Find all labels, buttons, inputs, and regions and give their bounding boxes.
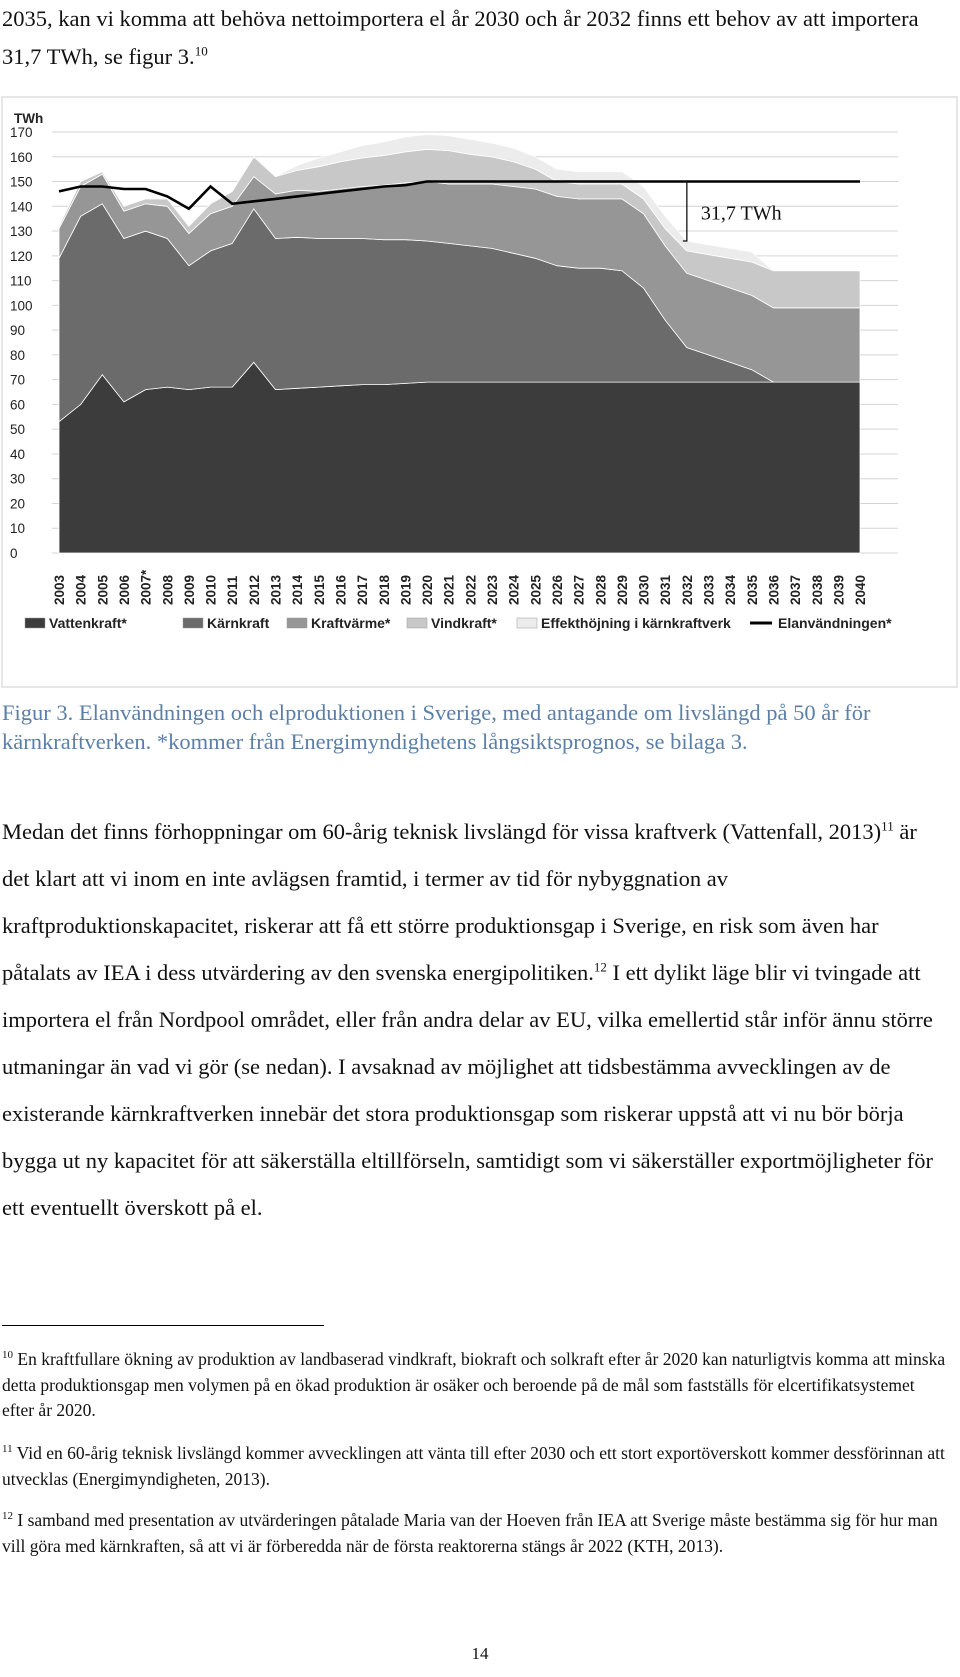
- legend-label: Elanvändningen*: [778, 615, 892, 631]
- legend-swatch: [517, 618, 537, 628]
- y-tick-label: 170: [10, 125, 33, 140]
- y-tick-label: 160: [10, 149, 33, 165]
- x-tick-label: 2007*: [138, 569, 154, 605]
- footnote-number: 12: [2, 1510, 13, 1523]
- intro-text: 2035, kan vi komma att behöva nettoimportera el år 2030 och år 2032 finns ett behov av att importera 31,7 TWh, se figur 3.: [2, 6, 919, 69]
- footnote-text: I samband med presentation av utvärderingen påtalade Maria van der Hoeven från IEA att Sverige måste bestämma sig för hur man vill göra med kärnkraften, så att vi är förberedda när de första reaktorerna stängs år 2022 (KTH, 2013).: [2, 1510, 938, 1556]
- y-tick-label: 50: [10, 422, 26, 438]
- x-tick-label: 2018: [376, 574, 392, 605]
- legend-label: Vindkraft*: [431, 615, 497, 631]
- legend-label: Vattenkraft*: [49, 615, 127, 631]
- x-tick-label: 2040: [853, 574, 869, 605]
- area-series: [59, 362, 860, 553]
- legend-label: Kraftvärme*: [311, 615, 391, 631]
- x-tick-label: 2011: [225, 575, 241, 605]
- x-tick-label: 2038: [809, 574, 825, 605]
- x-tick-label: 2034: [723, 574, 739, 605]
- x-tick-label: 2012: [246, 574, 262, 605]
- x-tick-label: 2015: [311, 574, 327, 605]
- y-tick-label: 30: [10, 471, 26, 487]
- x-tick-label: 2025: [528, 574, 544, 605]
- x-tick-label: 2004: [73, 574, 89, 605]
- y-tick-label: 100: [10, 298, 33, 314]
- energy-chart: [0, 95, 960, 690]
- intro-paragraph: [2, 0, 952, 76]
- body-part-1: Medan det finns förhoppningar om 60-årig teknisk livslängd för vissa kraftverk (Vattenfall, 2013): [2, 819, 882, 844]
- x-tick-label: 2005: [95, 574, 111, 605]
- figure-caption: Figur 3. Elanvändningen och elproduktionen i Sverige, med antagande om livslängd på 50 år för kärnkraftverken. *kommer från Energimyndighetens långsiktsprognos, se bilaga 3.: [2, 700, 871, 754]
- legend-label: Kärnkraft: [207, 615, 270, 631]
- x-tick-label: 2028: [593, 574, 609, 605]
- x-tick-label: 2039: [831, 574, 847, 605]
- y-tick-label: 140: [10, 199, 33, 215]
- y-axis-label: TWh: [14, 111, 44, 126]
- y-tick-label: 0: [10, 546, 18, 561]
- y-tick-label: 60: [10, 397, 26, 413]
- x-tick-label: 2023: [485, 574, 500, 605]
- annotation-label: 31,7 TWh: [700, 202, 782, 225]
- body-paragraph: [2, 808, 947, 1231]
- x-tick-label: 2032: [679, 574, 695, 605]
- footnote-divider: [2, 1325, 324, 1326]
- x-tick-label: 2014: [290, 574, 306, 605]
- body-part-2: är det klart att vi inom en inte avlägsen framtid, i termer av tid för nybyggnation av kraftproduktionskapacitet, riskerar att få ett större produktionsgap i Sverige, en risk som även har påtalats av IEA i dess utvärdering av den svenska energipolitiken.: [2, 819, 917, 985]
- x-tick-label: 2013: [268, 574, 284, 605]
- x-tick-label: 2016: [333, 574, 349, 605]
- y-tick-label: 130: [10, 224, 33, 240]
- x-tick-label: 2021: [441, 574, 457, 605]
- y-tick-label: 40: [10, 446, 26, 462]
- x-tick-label: 2026: [549, 574, 565, 605]
- x-tick-label: 2033: [701, 574, 717, 605]
- y-tick-label: 10: [10, 521, 26, 537]
- y-tick-label: 120: [10, 248, 33, 264]
- body-part-3: I ett dylikt läge blir vi tvingade att importera el från Nordpool området, eller från andra delar av EU, vilka emellertid står inför ännu större utmaningar än vad vi gör (se nedan). I avsaknad av möjlighet att tidsbestämma avvecklingen av de existerande kärnkraftverken innebär det stora produktionsgap som riskerar uppstå att vi nu bör börja bygga ut ny kapacitet för att säkerställa eltillförseln, samtidigt som vi säkerställer exportmöjligheter för ett eventuellt överskott på el.: [2, 960, 933, 1220]
- y-tick-label: 20: [10, 496, 26, 512]
- page-number: 14: [471, 1644, 489, 1663]
- x-tick-label: 2010: [203, 574, 219, 605]
- footnote-ref-10: 10: [194, 43, 208, 59]
- x-tick-label: 2031: [658, 574, 674, 605]
- footnote-text: Vid en 60-årig teknisk livslängd kommer avvecklingen att vänta till efter 2030 och ett stort exportöverskott kommer dessförinnan att utvecklas (Energimyndigheten, 2013).: [2, 1443, 945, 1489]
- x-tick-label: 2024: [506, 574, 522, 605]
- footnote-ref-12: 12: [593, 959, 607, 975]
- x-tick-label: 2019: [398, 574, 414, 605]
- x-tick-label: 2035: [744, 574, 760, 605]
- legend-label: Effekthöjning i kärnkraftverk: [541, 615, 731, 631]
- x-tick-label: 2027: [571, 574, 587, 605]
- footnote-11: [2, 1441, 947, 1492]
- y-tick-label: 110: [10, 273, 32, 289]
- footnote-10: [2, 1347, 947, 1424]
- legend-swatch: [407, 618, 427, 628]
- footnote-number: 11: [2, 1443, 13, 1456]
- y-tick-label: 150: [10, 174, 33, 190]
- footnote-text: En kraftfullare ökning av produktion av landbaserad vindkraft, biokraft och solkraft efter år 2020 kan naturligtvis komma att minska detta produktionsgap men volymen på en ökad produktion är osäker och beroende på de mål som fastställs för elcertifikatsystemet efter år 2020.: [2, 1349, 946, 1420]
- footnote-12: [2, 1508, 947, 1559]
- y-tick-label: 70: [10, 372, 26, 388]
- x-tick-label: 2036: [766, 574, 782, 605]
- legend-swatch: [25, 618, 45, 628]
- footnote-ref-11: 11: [881, 818, 894, 834]
- x-tick-label: 2008: [160, 574, 176, 605]
- x-tick-label: 2022: [463, 574, 479, 605]
- legend-swatch: [183, 618, 203, 628]
- footnote-number: 10: [2, 1349, 13, 1362]
- x-tick-label: 2030: [636, 574, 652, 605]
- x-tick-label: 2017: [355, 574, 371, 605]
- x-tick-label: 2009: [181, 574, 197, 605]
- x-tick-label: 2020: [420, 574, 436, 605]
- x-tick-label: 2006: [116, 574, 132, 605]
- y-tick-label: 90: [10, 323, 26, 339]
- x-tick-label: 2029: [614, 574, 630, 605]
- x-tick-label: 2037: [788, 574, 804, 605]
- x-tick-label: 2003: [52, 574, 67, 605]
- y-tick-label: 80: [10, 347, 26, 363]
- legend-swatch: [287, 618, 307, 628]
